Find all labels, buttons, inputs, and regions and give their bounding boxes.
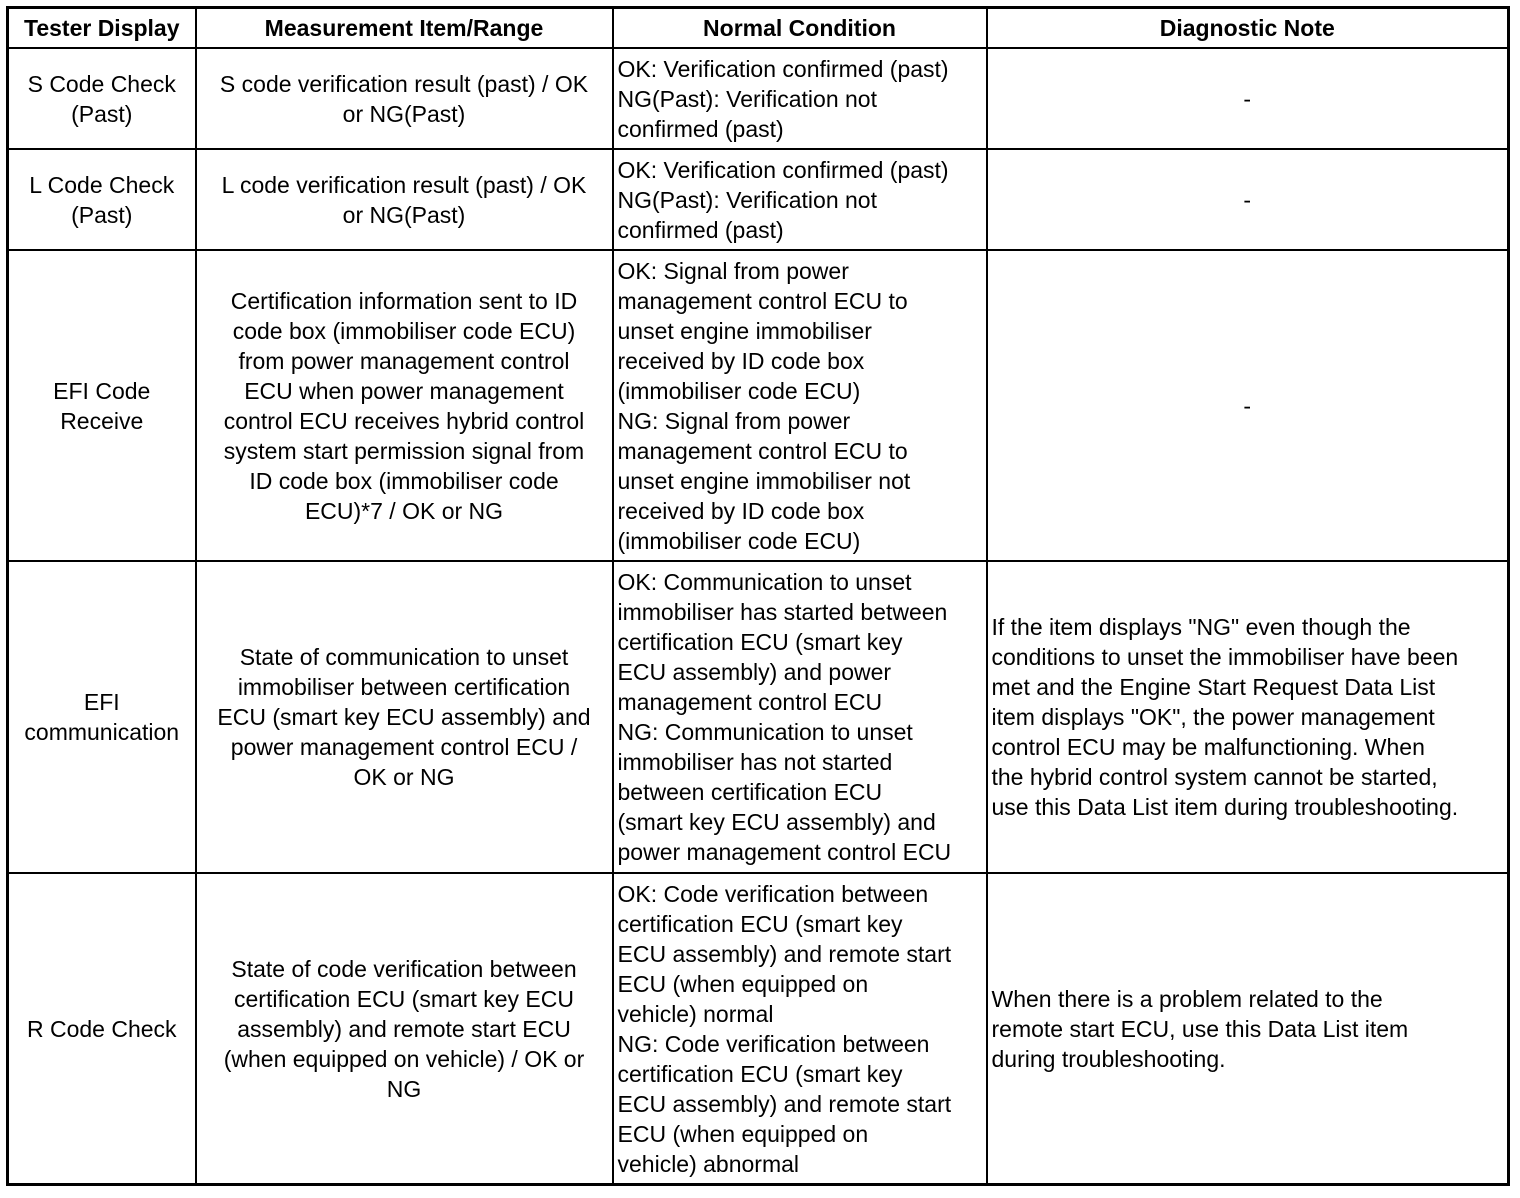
diagnostic-note-cell: When there is a problem related to the remote start ECU, use this Data List item during troubleshooting. (987, 873, 1509, 1185)
header-row (8, 8, 1509, 49)
header-measurement-item: Measurement Item/Range (196, 8, 613, 49)
table-row (8, 561, 1509, 873)
table-row (8, 250, 1509, 561)
data-list-table (6, 6, 1510, 1186)
diagnostic-note-cell: If the item displays "NG" even though the conditions to unset the immobiliser have been met and the Engine Start Request Data List item displays "OK", the power management control ECU may be malfunctioning. When the hybrid control system cannot be started, use this Data List item during troubleshooting. (987, 561, 1509, 873)
normal-condition-cell: OK: Signal from power management control ECU to unset engine immobiliser received by ID code box (immobiliser code ECU) NG: Signal from power management control ECU to unset engine immobiliser not received by ID code box (immobiliser code ECU) (613, 250, 987, 561)
normal-condition-cell: OK: Communication to unset immobiliser has started between certification ECU (smart key ECU assembly) and power management control ECU NG: Communication to unset immobiliser has not started between certification ECU (smart key ECU assembly) and power management control ECU (613, 561, 987, 873)
diagnostic-note-cell: - (987, 48, 1509, 149)
normal-condition-cell: OK: Verification confirmed (past) NG(Past): Verification not confirmed (past) (613, 48, 987, 149)
diagnostic-note-cell: - (987, 250, 1509, 561)
tester-display-cell: EFI communication (8, 561, 196, 873)
table-row (8, 149, 1509, 250)
normal-condition-cell: OK: Code verification between certification ECU (smart key ECU assembly) and remote start ECU (when equipped on vehicle) normal NG: Code verification between certification ECU (smart key ECU assembly) and remote start ECU (when equipped on vehicle) abnormal (613, 873, 987, 1185)
measurement-cell: Certification information sent to ID code box (immobiliser code ECU) from power management control ECU when power management control ECU receives hybrid control system start permission signal from ID code box (immobiliser code ECU)*7 / OK or NG (196, 250, 613, 561)
table-row (8, 48, 1509, 149)
measurement-cell: L code verification result (past) / OK or NG(Past) (196, 149, 613, 250)
measurement-cell: State of communication to unset immobiliser between certification ECU (smart key ECU assembly) and power management control ECU / OK or NG (196, 561, 613, 873)
header-normal-condition: Normal Condition (613, 8, 987, 49)
header-tester-display: Tester Display (8, 8, 196, 49)
tester-display-cell: S Code Check (Past) (8, 48, 196, 149)
header-diagnostic-note: Diagnostic Note (987, 8, 1509, 49)
tester-display-cell: R Code Check (8, 873, 196, 1185)
normal-condition-cell: OK: Verification confirmed (past) NG(Past): Verification not confirmed (past) (613, 149, 987, 250)
measurement-cell: S code verification result (past) / OK or NG(Past) (196, 48, 613, 149)
tester-display-cell: EFI Code Receive (8, 250, 196, 561)
tester-display-cell: L Code Check (Past) (8, 149, 196, 250)
measurement-cell: State of code verification between certification ECU (smart key ECU assembly) and remote start ECU (when equipped on vehicle) / OK or NG (196, 873, 613, 1185)
diagnostic-note-cell: - (987, 149, 1509, 250)
table-row (8, 873, 1509, 1185)
